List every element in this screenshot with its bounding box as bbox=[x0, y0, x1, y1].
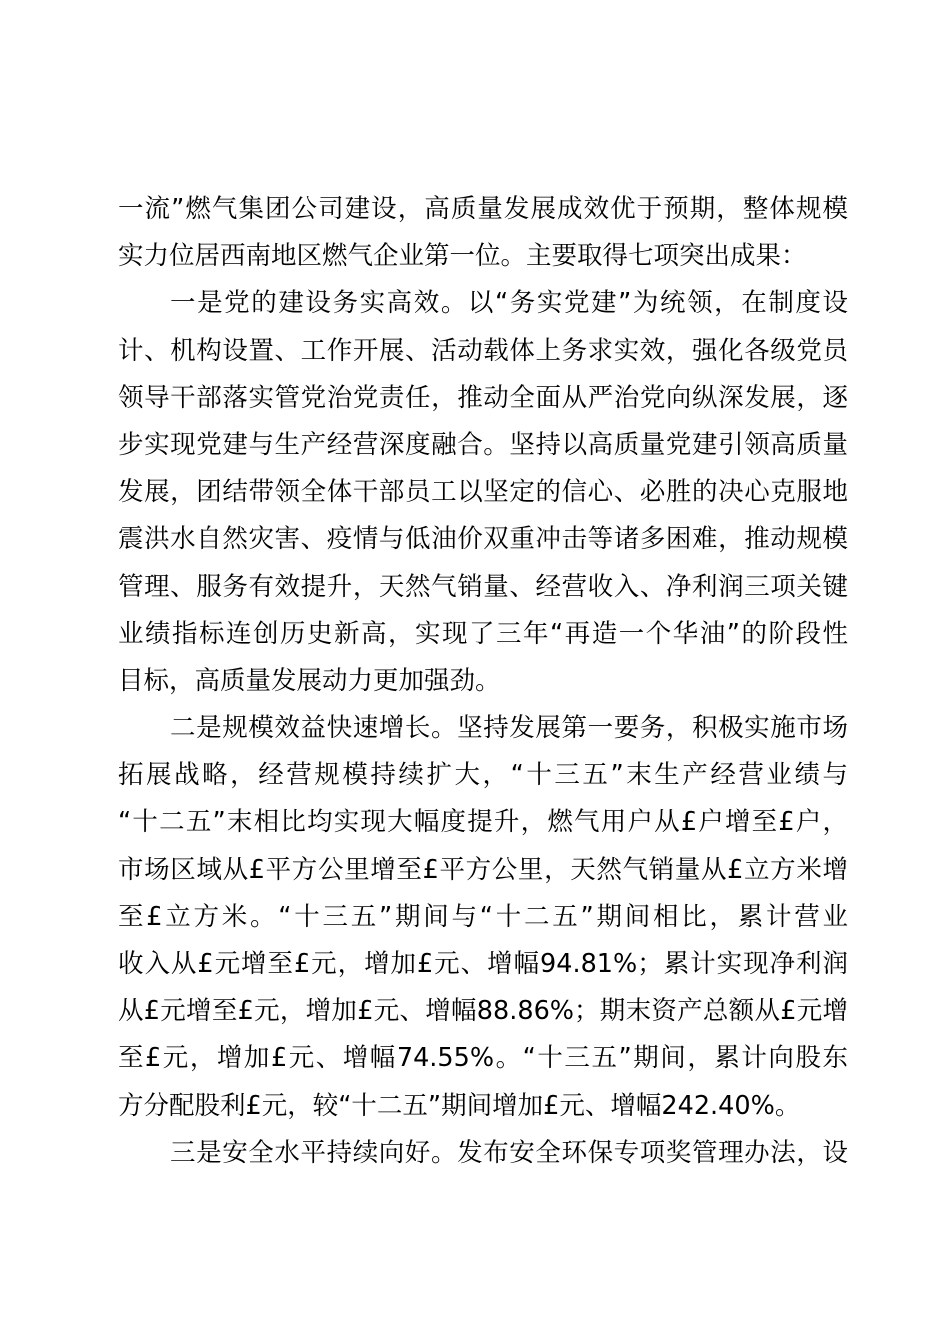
text-line: 管理、服务有效提升，天然气销量、经营收入、净利润三项关键 bbox=[118, 571, 848, 602]
text-line: 震洪水自然灾害、疫情与低油价双重冲击等诸多困难，推动规模 bbox=[118, 524, 848, 555]
text-line: 计、机构设置、工作开展、活动载体上务求实效，强化各级党员 bbox=[118, 335, 848, 366]
paragraph-start-safety: 三是安全水平持续向好。发布安全环保专项奖管理办法，设 bbox=[170, 1137, 848, 1168]
text-line: 一流”燃气集团公司建设，高质量发展成效优于预期，整体规模 bbox=[118, 194, 848, 224]
text-line: 方分配股利£元，较“十二五”期间增加£元、增幅242.40%。 bbox=[118, 1090, 801, 1121]
text-line: 业绩指标连创历史新高，实现了三年“再造一个华油”的阶段性 bbox=[118, 618, 848, 649]
paragraph-start-scale-benefit: 二是规模效益快速增长。坚持发展第一要务，积极实施市场 bbox=[170, 713, 848, 744]
text-line: 步实现党建与生产经营深度融合。坚持以高质量党建引领高质量 bbox=[118, 429, 848, 460]
text-line: 收入从£元增至£元，增加£元、增幅94.81%；累计实现净利润 bbox=[118, 949, 848, 979]
text-line: 至£元，增加£元、增幅74.55%。“十三五”期间，累计向股东 bbox=[118, 1043, 848, 1074]
text-line: 发展，团结带领全体干部员工以坚定的信心、必胜的决心克服地 bbox=[118, 477, 848, 508]
text-line: 市场区域从£平方公里增至£平方公里，天然气销量从£立方米增 bbox=[118, 854, 848, 885]
paragraph-start-party-building: 一是党的建设务实高效。以“务实党建”为统领，在制度设 bbox=[170, 288, 848, 319]
text-line: 从£元增至£元，增加£元、增幅88.86%；期末资产总额从£元增 bbox=[118, 996, 848, 1027]
text-line: “十二五”末相比均实现大幅度提升，燃气用户从£户增至£户， bbox=[118, 807, 848, 838]
text-line: 实力位居西南地区燃气企业第一位。主要取得七项突出成果： bbox=[118, 241, 807, 272]
text-line: 目标，高质量发展动力更加强劲。 bbox=[118, 665, 501, 696]
body-text bbox=[118, 186, 848, 1177]
text-line: 领导干部落实管党治党责任，推动全面从严治党向纵深发展，逐 bbox=[118, 382, 848, 413]
text-line: 至£立方米。“十三五”期间与“十二五”期间相比，累计营业 bbox=[118, 901, 848, 932]
text-line: 拓展战略，经营规模持续扩大，“十三五”末生产经营业绩与 bbox=[118, 760, 848, 791]
